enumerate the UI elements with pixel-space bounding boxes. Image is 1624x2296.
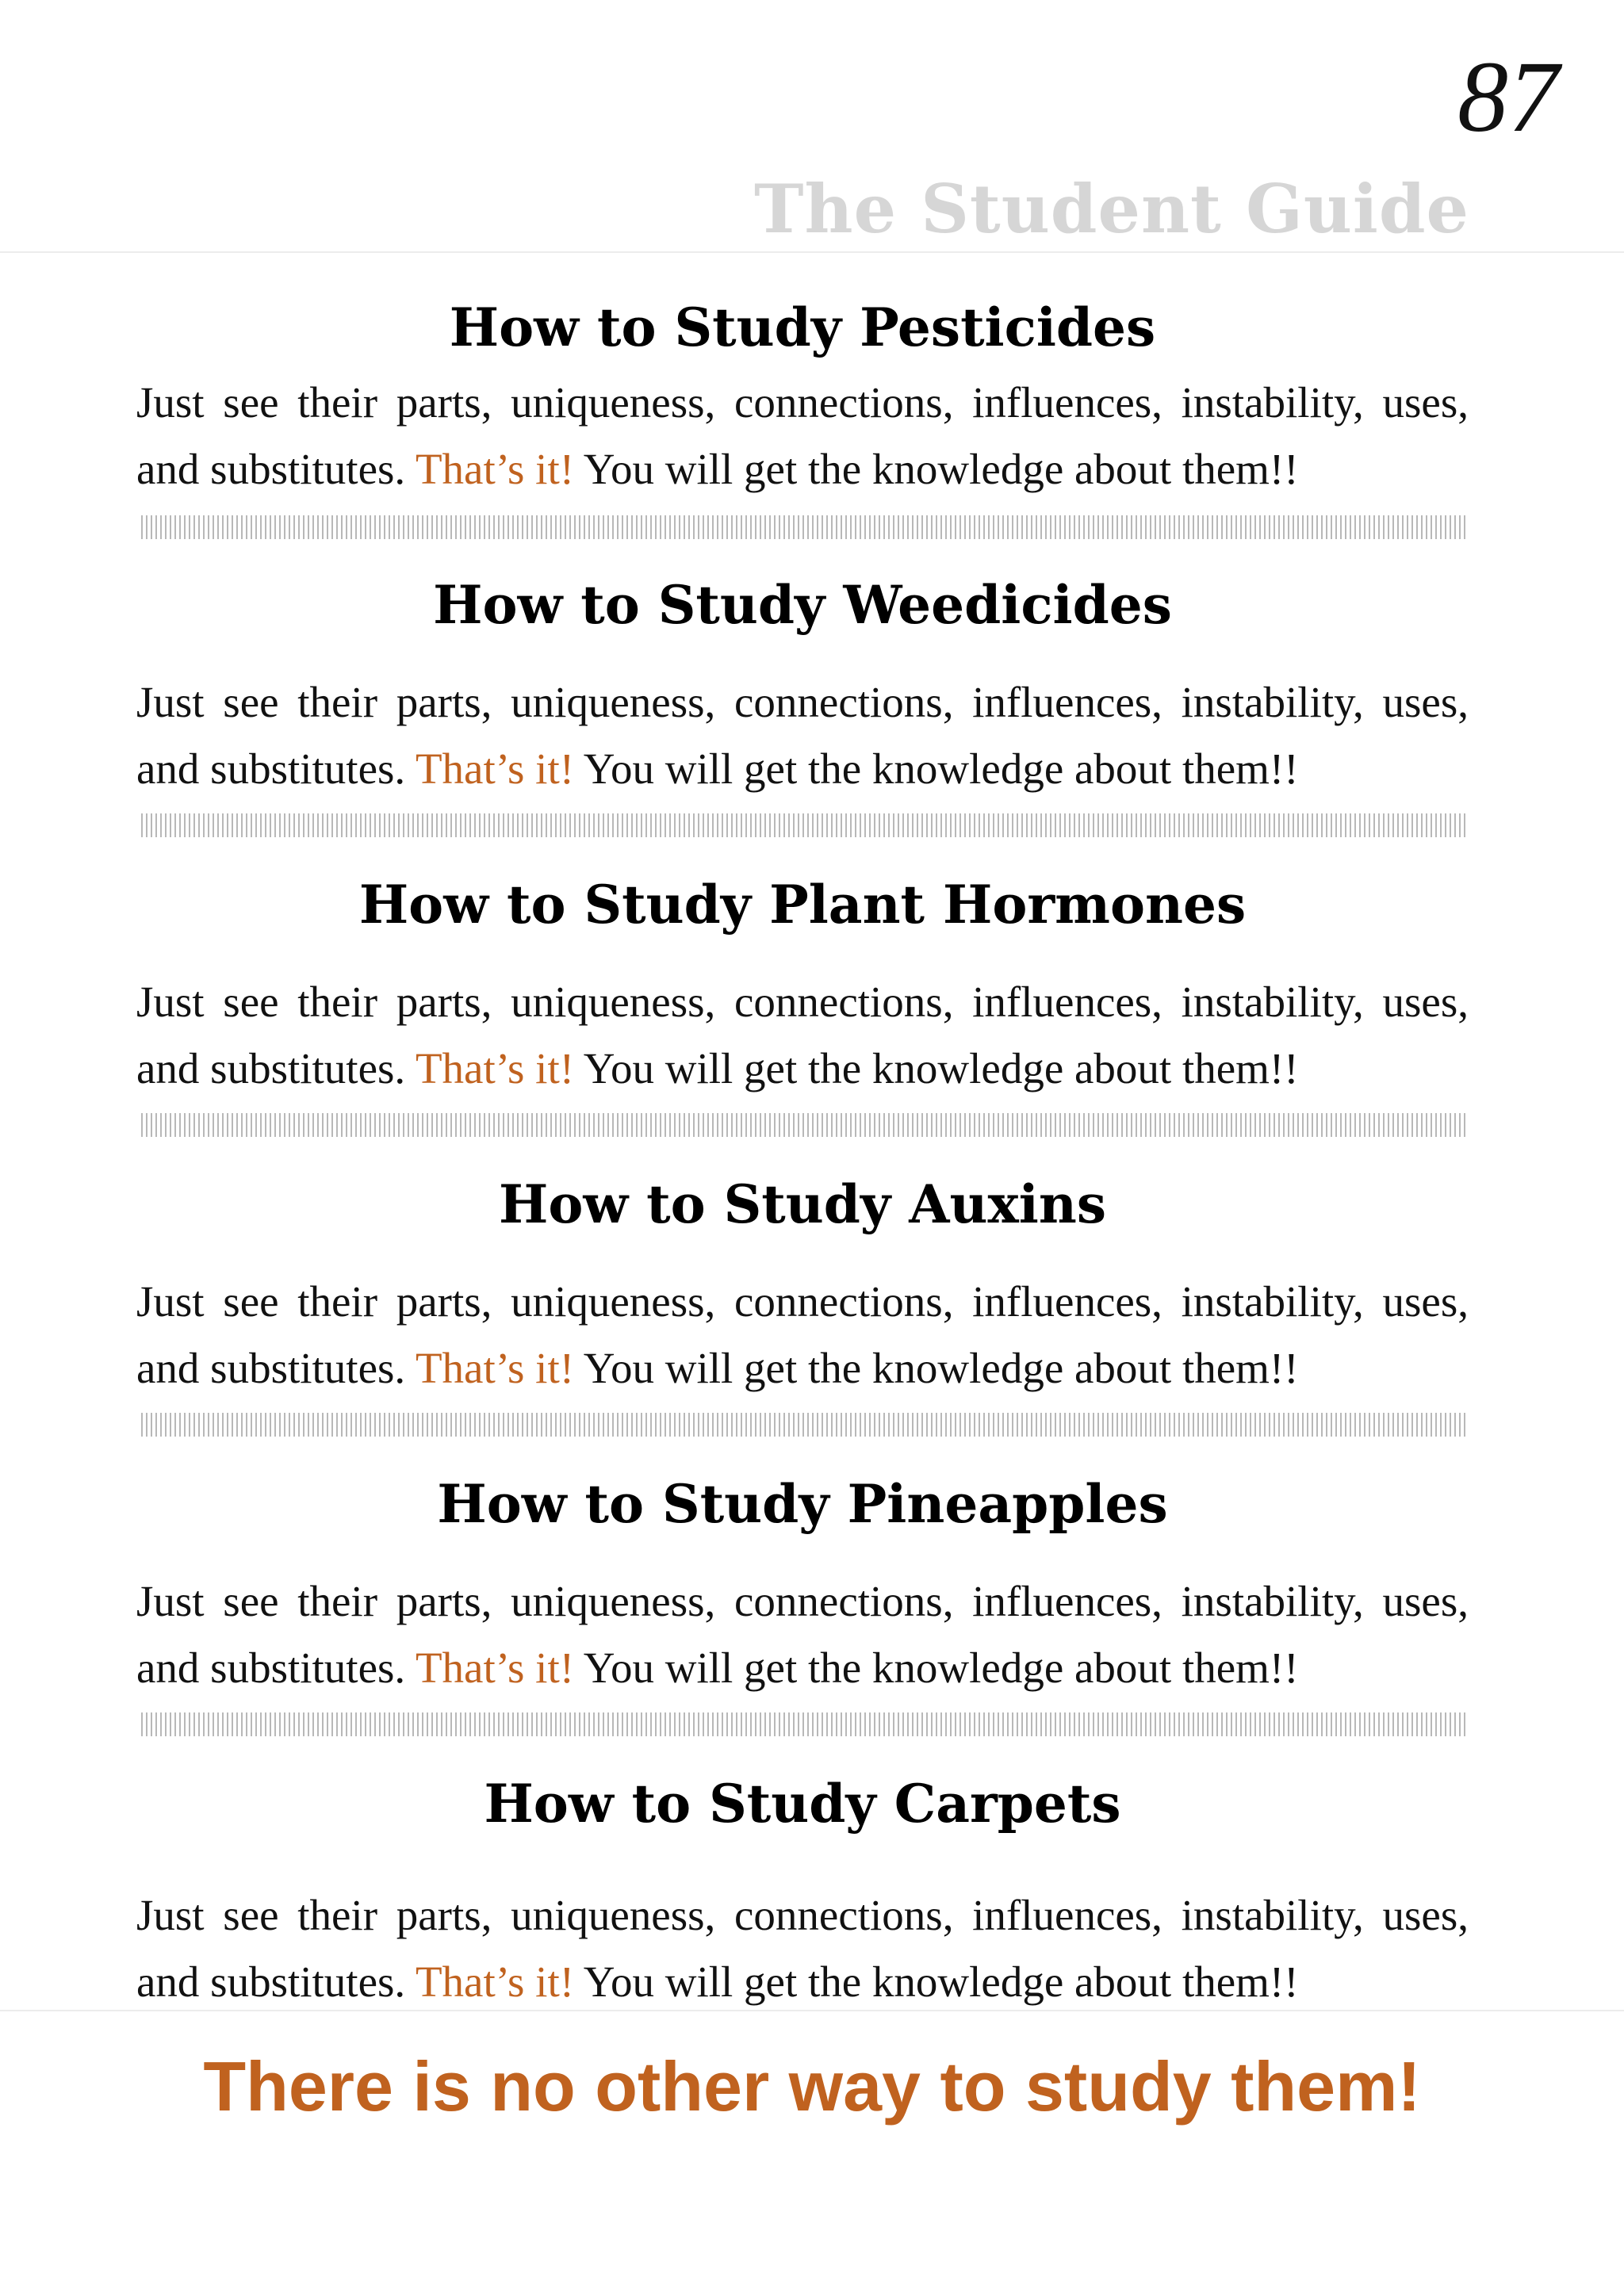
section-text-line-2 bbox=[136, 1044, 1299, 1093]
section-text-line-1: Just see their parts, uniqueness, connections, influences, instability, uses, bbox=[136, 1577, 1469, 1625]
section-text-line-2 bbox=[136, 447, 1299, 491]
text-accent: That’s it! bbox=[415, 1044, 575, 1093]
section-title: How to Study Plant Hormones bbox=[358, 874, 1247, 936]
section-text-line-2 bbox=[136, 1957, 1299, 2006]
text-plain: You will get the knowledge about them!! bbox=[583, 1344, 1299, 1392]
header-rule bbox=[0, 251, 1624, 253]
section-divider bbox=[141, 515, 1465, 539]
section-text-line-1: Just see their parts, uniqueness, connections, influences, instability, uses, bbox=[136, 1277, 1469, 1326]
text-accent: That’s it! bbox=[415, 744, 575, 793]
text-plain: You will get the knowledge about them!! bbox=[583, 445, 1299, 493]
text-plain: and substitutes. bbox=[136, 1957, 406, 2006]
section-title: How to Study Auxins bbox=[498, 1173, 1107, 1235]
text-plain: and substitutes. bbox=[136, 1044, 406, 1093]
text-plain: You will get the knowledge about them!! bbox=[583, 744, 1299, 793]
section-text-line-1: Just see their parts, uniqueness, connections, influences, instability, uses, bbox=[136, 678, 1469, 726]
section-text-line-2 bbox=[136, 1346, 1299, 1390]
section-text-line-2 bbox=[136, 744, 1299, 793]
footer-rule bbox=[0, 2010, 1624, 2011]
section-divider bbox=[141, 1413, 1465, 1437]
section-title: How to Study Pineapples bbox=[437, 1473, 1168, 1535]
text-accent: That’s it! bbox=[415, 1644, 575, 1692]
text-plain: and substitutes. bbox=[136, 1644, 406, 1692]
text-accent: That’s it! bbox=[415, 445, 575, 493]
text-plain: and substitutes. bbox=[136, 744, 406, 793]
running-head: The Student Guide bbox=[754, 170, 1469, 248]
section-text-line-1: Just see their parts, uniqueness, connections, influences, instability, uses, bbox=[136, 978, 1469, 1026]
text-plain: You will get the knowledge about them!! bbox=[583, 1957, 1299, 2006]
section-divider bbox=[141, 1712, 1465, 1736]
section-title: How to Study Weedicides bbox=[433, 574, 1172, 636]
section-title: How to Study Pesticides bbox=[449, 297, 1156, 358]
text-accent: That’s it! bbox=[415, 1344, 575, 1392]
section-divider bbox=[141, 813, 1465, 837]
section-text-line-2 bbox=[136, 1644, 1299, 1692]
section-divider bbox=[141, 1113, 1465, 1137]
text-plain: You will get the knowledge about them!! bbox=[583, 1644, 1299, 1692]
page-number: 87 bbox=[1457, 40, 1559, 153]
text-plain: and substitutes. bbox=[136, 445, 406, 493]
section-text-line-1: Just see their parts, uniqueness, connections, influences, instability, uses, bbox=[136, 378, 1469, 427]
section-title: How to Study Carpets bbox=[484, 1773, 1121, 1835]
closing-statement: There is no other way to study them! bbox=[203, 2047, 1421, 2126]
text-plain: and substitutes. bbox=[136, 1344, 406, 1392]
text-plain: You will get the knowledge about them!! bbox=[583, 1044, 1299, 1093]
section-text-line-1: Just see their parts, uniqueness, connections, influences, instability, uses, bbox=[136, 1891, 1469, 1939]
text-accent: That’s it! bbox=[415, 1957, 575, 2006]
